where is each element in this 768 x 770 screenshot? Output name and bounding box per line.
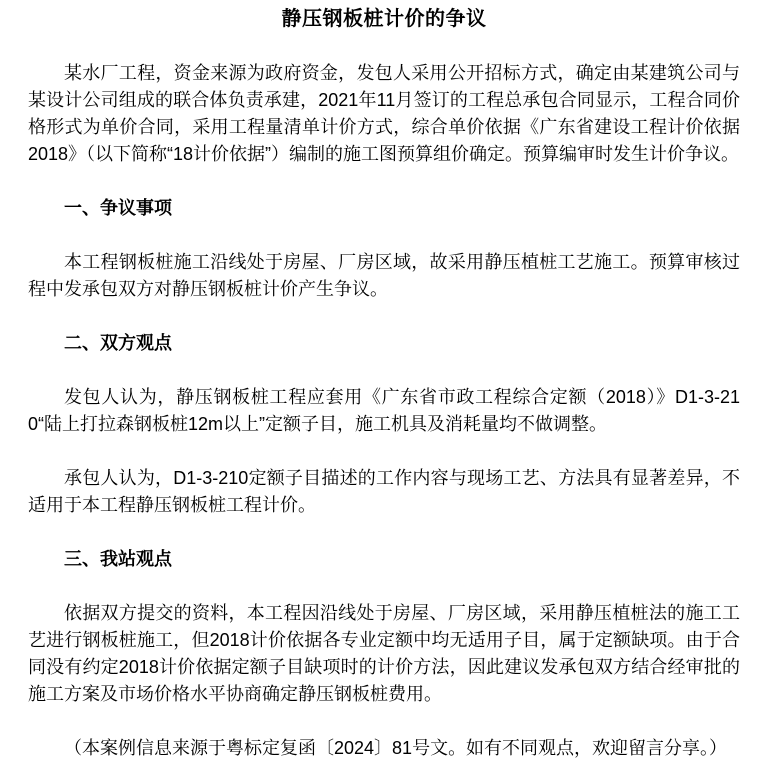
document-title: 静压钢板桩计价的争议 — [281, 8, 487, 30]
intro-paragraph: 某水厂工程，资金来源为政府资金，发包人采用公开招标方式，确定由某建筑公司与某设计公司组成的联合体负责承建，2021年11月签订的工程总承包合同显示，工程合同价格形式为单价合同，采用工程量清单计价方式，综合单价依据《广东省建设工程计价依据 2018》（以下简称“18计价依据”）编制的施工图预算组价确定。预算编审时发生计价争议。 — [28, 63, 740, 164]
employer-view-paragraph: 发包人认为，静压钢板桩工程应套用《广东省市政工程综合定额（2018）》D1-3-210“陆上打拉森钢板桩12m以上”定额子目，施工机具及消耗量均不做调整。 — [28, 387, 740, 434]
source-note-paragraph: （本案例信息来源于粤标定复函〔2024〕81号文。如有不同观点，欢迎留言分享。） — [64, 738, 728, 758]
section-3-heading-our-station-view: 三、我站观点 — [64, 549, 172, 569]
section-2-heading-both-parties-views: 二、双方观点 — [64, 333, 172, 353]
contractor-view-paragraph: 承包人认为，D1-3-210定额子目描述的工作内容与现场工艺、方法具有显著差异，不适用于本工程静压钢板桩工程计价。 — [28, 468, 740, 515]
section-1-heading-dispute-matter: 一、争议事项 — [64, 198, 172, 218]
section-1-paragraph: 本工程钢板桩施工沿线处于房屋、厂房区域，故采用静压植桩工艺施工。预算审核过程中发承包双方对静压钢板桩计价产生争议。 — [28, 252, 740, 299]
section-3-paragraph: 依据双方提交的资料，本工程因沿线处于房屋、厂房区域，采用静压植桩法的施工工艺进行钢板桩施工，但2018计价依据各专业定额中均无适用子目，属于定额缺项。由于合同没有约定2018计价依据定额子目缺项时的计价方法，因此建议发承包双方结合经审批的施工方案及市场价格水平协商确定静压钢板桩费用。 — [28, 603, 740, 704]
